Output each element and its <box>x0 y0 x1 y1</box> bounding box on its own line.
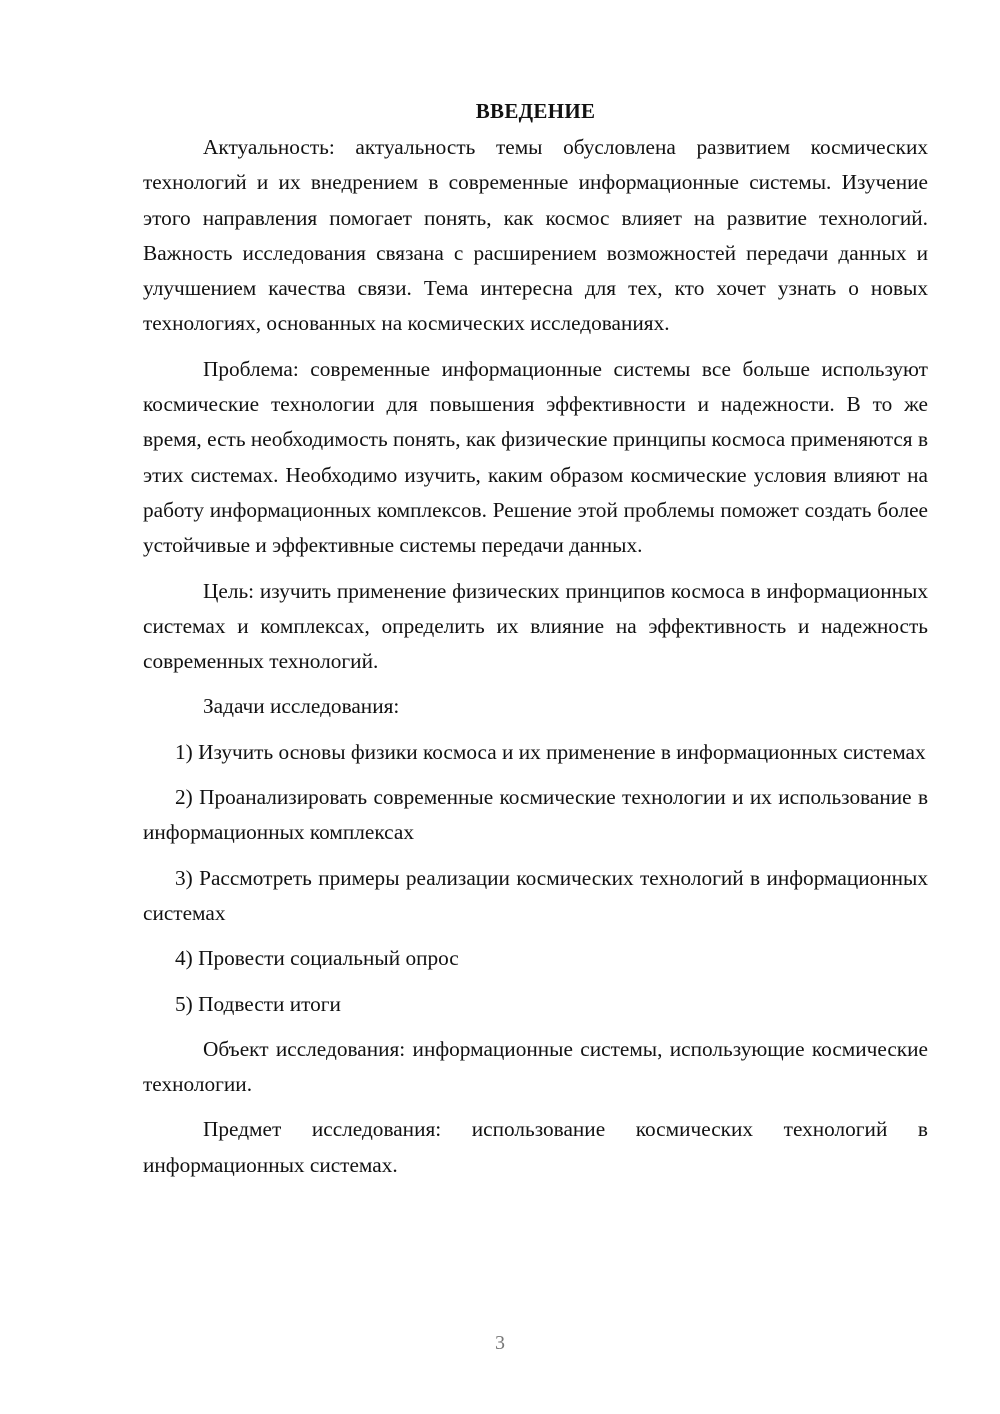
task-item-2: 2) Проанализировать современные космические технологии и их использование в информационных комплексах <box>143 785 928 845</box>
problem-paragraph: Проблема: современные информационные системы все больше используют космические технологии для повышения эффективности и надежности. В то же время, есть необходимость понять, как физические принципы космоса применяются в этих системах. Необходимо изучить, каким образом космические условия влияют на работу информационных комплексов. Решение этой проблемы поможет создать более устойчивые и эффективные системы передачи данных. <box>143 356 928 558</box>
page-title: ВВЕДЕНИЕ <box>475 99 596 123</box>
task-item-3: 3) Рассмотреть примеры реализации космических технологий в информационных системах <box>143 865 928 925</box>
task-item-4: 4) Провести социальный опрос <box>175 946 459 971</box>
document-page <box>143 96 928 1183</box>
goal-paragraph: Цель: изучить применение физических принципов космоса в информационных системах и комплексах, определить их влияние на эффективность и надежность современных технологий. <box>143 578 928 674</box>
task-item-5: 5) Подвести итоги <box>175 991 341 1016</box>
relevance-paragraph: Актуальность: актуальность темы обусловлена развитием космических технологий и их внедрением в современные информационные системы. Изучение этого направления помогает понять, как космос влияет на развитие технологий. Важность исследования связана с расширением возможностей передачи данных и улучшением качества связи. Тема интересна для тех, кто хочет узнать о новых технологиях, основанных на космических исследованиях. <box>143 135 928 336</box>
object-paragraph: Объект исследования: информационные системы, использующие космические технологии. <box>143 1036 928 1097</box>
subject-paragraph: Предмет исследования: использование космических технологий в информационных системах. <box>143 1117 928 1177</box>
task-item-1: 1) Изучить основы физики космоса и их применение в информационных системах <box>175 739 926 764</box>
page-number: 3 <box>495 1332 505 1354</box>
tasks-heading: Задачи исследования: <box>203 694 400 719</box>
